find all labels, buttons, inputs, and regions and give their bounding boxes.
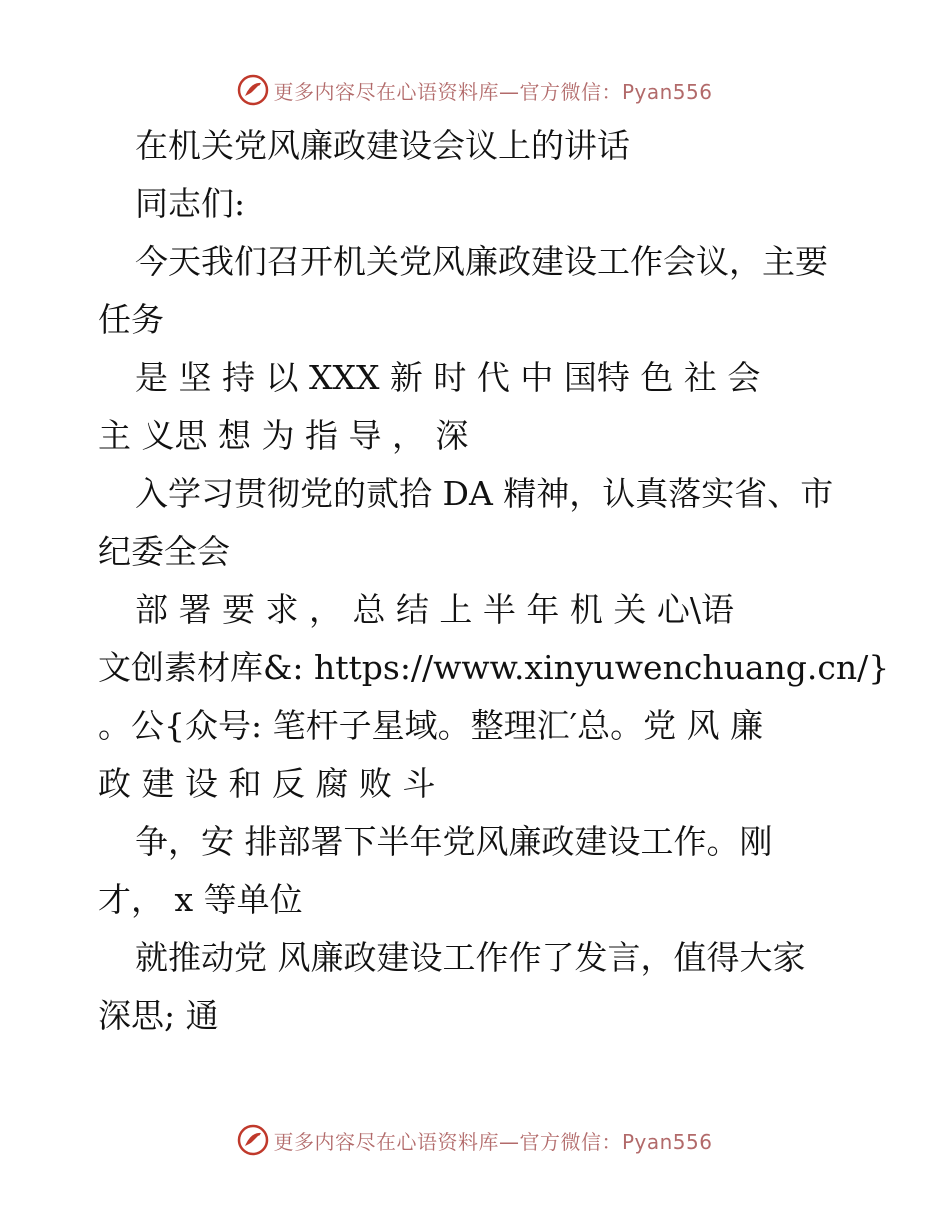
paragraph-line: 才， x 等单位 — [98, 880, 303, 919]
paragraph-line: 是 坚 持 以 XXX 新 时 代 中 国特 色 社 会 — [135, 358, 761, 397]
paragraph-line: 任务 — [98, 300, 164, 339]
paragraph-line: 入学习贯彻党的贰拾 DA 精神，认真落实省、市 — [135, 474, 834, 513]
paragraph-line: 纪委全会 — [98, 532, 230, 571]
paragraph-line: 就推动党 风廉政建设工作作了发言，值得大家 — [135, 938, 806, 977]
paragraph-line: 今天我们召开机关党风廉政建设工作会议，主要 — [135, 242, 828, 281]
paragraph-line: 。公{众号: 笔杆子星域。整理汇′总。党 风 廉 — [98, 706, 764, 745]
paragraph-line: 主 义思 想 为 指 导 ， 深 — [98, 416, 469, 455]
banner-text: 更多内容尽在心语资料库—官方微信：Pyan556 — [273, 79, 713, 104]
banner-text: 更多内容尽在心语资料库—官方微信：Pyan556 — [273, 1129, 713, 1154]
pen-logo-icon — [237, 1124, 269, 1156]
paragraph-line: 深思; 通 — [98, 996, 219, 1035]
salutation: 同志们: — [135, 184, 246, 223]
paragraph-line: 部 署 要 求 ， 总 结 上 半 年 机 关 心\语 — [135, 590, 734, 629]
paragraph-line: 文创素材库&: https://www.xinyuwenchuang.cn/} — [98, 648, 890, 687]
paragraph-line: 争，安 排部署下半年党风廉政建设工作。刚 — [135, 822, 773, 861]
footer-banner — [0, 1120, 950, 1160]
document-title: 在机关党风廉政建设会议上的讲话 — [135, 126, 630, 165]
paragraph-line: 政 建 设 和 反 腐 败 斗 — [98, 764, 436, 803]
